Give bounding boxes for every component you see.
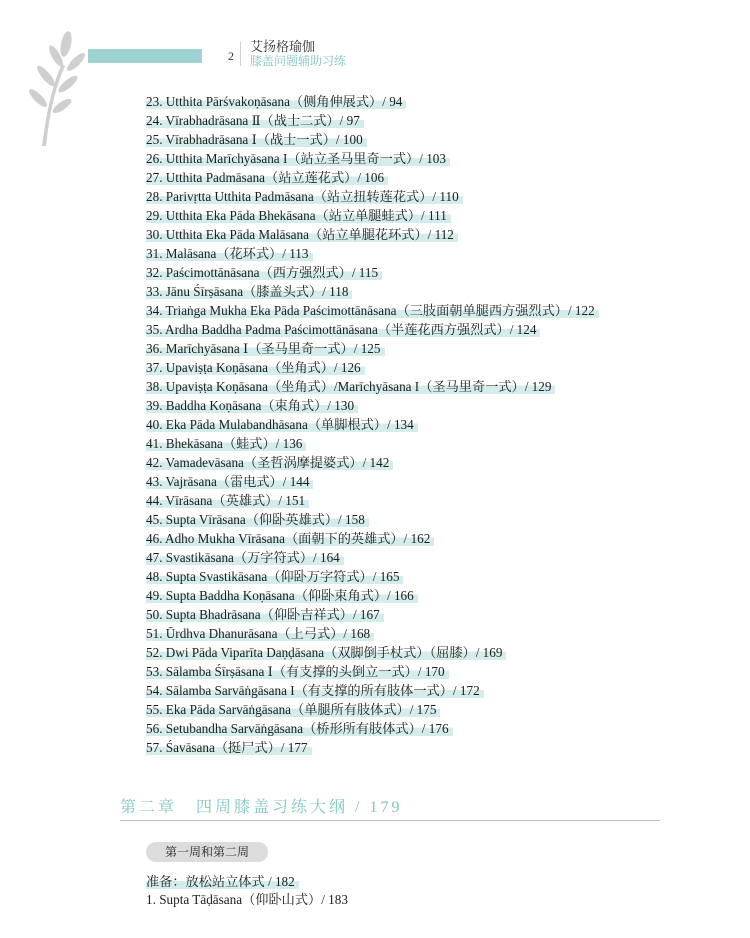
toc-entry [146,263,706,282]
toc-entry [146,586,706,605]
prep-entry [146,872,299,891]
toc-entry [146,339,706,358]
toc-entry [146,529,706,548]
toc-entry [146,111,706,130]
toc-entry-text: 24. Vīrabhadrāsana Ⅱ（战士二式）/ 97 [146,113,364,128]
toc-entry [146,624,706,643]
toc-entry [146,719,706,738]
toc-entry [146,377,706,396]
book-title: 艾扬格瑜伽 [250,39,316,54]
toc-entry-text: 51. Ūrdhva Dhanurāsana（上弓式）/ 168 [146,626,374,641]
toc-entry-text: 29. Utthita Eka Pāda Bhekāsana（站立单腿蛙式）/ 111 [146,208,451,223]
toc-entry-text: 39. Baddha Koṇāsana（束角式）/ 130 [146,398,358,413]
toc-entry-text: 40. Eka Pāda Mulabandhāsana（单脚根式）/ 134 [146,417,418,432]
leaf-logo-icon [20,28,92,150]
toc-entry-text: 55. Eka Pāda Sarvāṅgāsana（单腿所有肢体式）/ 175 [146,702,440,717]
toc-entry-text: 33. Jānu Śīrṣāsana（膝盖头式）/ 118 [146,284,352,299]
toc-entry-text: 52. Dwi Pāda Viparīta Daṇḍāsana（双脚倒手杖式）（屈膝）/ 169 [146,645,506,660]
toc-entry [146,130,706,149]
toc-entry [146,510,706,529]
toc-entry [146,301,706,320]
toc-entry-text: 34. Triaṅga Mukha Eka Pāda Paścimottānāsana（三肢面朝单腿西方强烈式）/ 122 [146,303,599,318]
header-divider [240,42,241,66]
toc-entry [146,206,706,225]
toc-entry-text: 36. Marīchyāsana Ⅰ（圣马里奇一式）/ 125 [146,341,385,356]
toc-entry-text: 53. Sālamba Śīrṣāsana Ⅰ（有支撑的头倒立一式）/ 170 [146,664,449,679]
toc-entry [146,358,706,377]
toc-entry [146,149,706,168]
prep-entry-text: 准备：放松站立体式 / 182 [146,874,299,889]
toc-entry-text: 47. Svastikāsana（万字符式）/ 164 [146,550,344,565]
toc-entry-text: 49. Supta Baddha Koṇāsana（仰卧束角式）/ 166 [146,588,418,603]
toc-entry [146,491,706,510]
toc-entry-text: 35. Ardha Baddha Padma Paścimottānāsana（半莲花西方强烈式）/ 124 [146,322,540,337]
toc-entry-text: 30. Utthita Eka Pāda Malāsana（站立单腿花环式）/ 112 [146,227,458,242]
toc-entry [146,548,706,567]
toc-entry-text: 32. Paścimottānāsana（西方强烈式）/ 115 [146,265,382,280]
toc-entry-text: 38. Upaviṣṭa Koṇāsana（坐角式）/Marīchyāsana I（圣马里奇一式）/ 129 [146,379,555,394]
chapter-heading: 第二章 四周膝盖习练大纲 / 179 [120,796,660,821]
toc-entry-text: 27. Utthita Padmāsana（站立莲花式）/ 106 [146,170,388,185]
toc-entry [146,605,706,624]
toc-entry [146,700,706,719]
toc-entry-text: 37. Upaviṣṭa Koṇāsana（坐角式）/ 126 [146,360,365,375]
toc-entry [146,453,706,472]
toc-entry-text: 42. Vamadevāsana（圣哲涡摩提婆式）/ 142 [146,455,393,470]
toc-entry [146,168,706,187]
toc-entry-text: 50. Supta Bhadrāsana（仰卧吉祥式）/ 167 [146,607,384,622]
page-number: 2 [228,49,234,63]
toc-entry [146,662,706,681]
toc-entry [146,567,706,586]
toc-entry [146,282,706,301]
toc-entry [146,643,706,662]
header-accent-bar [88,49,202,63]
toc-entry [146,738,706,757]
toc-entry-text: 56. Setubandha Sarvāṅgāsana（桥形所有肢体式）/ 176 [146,721,453,736]
toc-entry-text: 48. Supta Svastikāsana（仰卧万字符式）/ 165 [146,569,403,584]
toc-entry [146,225,706,244]
toc-entry [146,244,706,263]
toc-entry-text: 28. Parivṛtta Utthita Padmāsana（站立扭转莲花式）/ 110 [146,189,463,204]
toc-entry-text: 31. Malāsana（花环式）/ 113 [146,246,313,261]
toc-entry-text: 41. Bhekāsana（蛙式）/ 136 [146,436,306,451]
toc-entry-text: 54. Sālamba Sarvāṅgāsana I（有支撑的所有肢体一式）/ 172 [146,683,484,698]
toc-entry-text: 44. Vīrāsana（英雄式）/ 151 [146,493,309,508]
toc-entry [146,396,706,415]
toc-entry [146,187,706,206]
toc-entry-text: 46. Adho Mukha Vīrāsana（面朝下的英雄式）/ 162 [146,531,434,546]
toc-entry [146,681,706,700]
toc-entry [146,472,706,491]
toc-entry-text: 23. Utthita Pārśvakoṇāsana（侧角伸展式）/ 94 [146,94,406,109]
toc-entry-text: 43. Vajrāsana（雷电式）/ 144 [146,474,313,489]
week-tag: 第一周和第二周 [146,842,268,862]
toc-list [146,92,706,757]
toc-entry [146,415,706,434]
toc-entry [146,434,706,453]
toc-entry-text: 57. Śavāsana（挺尸式）/ 177 [146,740,312,755]
toc-entry-text: 26. Utthita Marīchyāsana I（站立圣马里奇一式）/ 103 [146,151,450,166]
toc-entry-first-pose [146,890,348,909]
toc-entry-text: 25. Vīrabhadrāsana Ⅰ（战士一式）/ 100 [146,132,367,147]
toc-entry-text: 1. Supta Tāḍāsana（仰卧山式）/ 183 [146,892,348,907]
toc-entry [146,320,706,339]
book-subtitle: 膝盖问题辅助习练 [250,54,347,68]
toc-entry-text: 45. Supta Vīrāsana（仰卧英雄式）/ 158 [146,512,369,527]
toc-entry [146,92,706,111]
